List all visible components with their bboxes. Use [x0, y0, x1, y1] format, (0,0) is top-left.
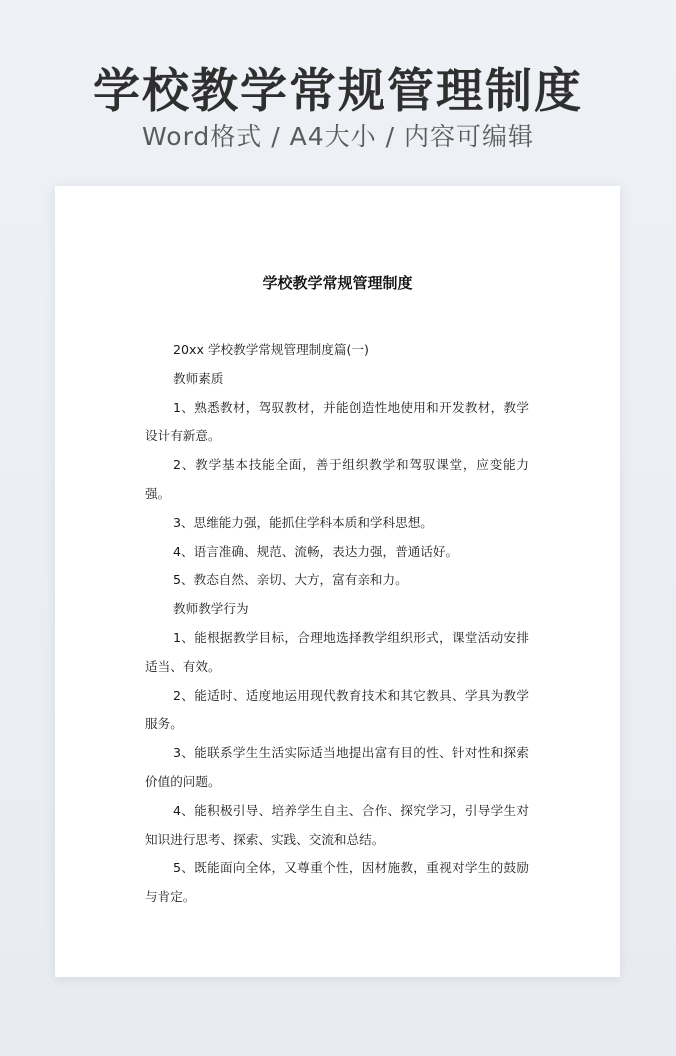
list-item: 2、能适时、适度地运用现代教育技术和其它教具、学具为教学服务。 [145, 687, 529, 732]
header-banner [0, 0, 676, 186]
list-item: 3、能联系学生生活实际适当地提出富有目的性、针对性和探索价值的问题。 [145, 745, 529, 789]
paragraph: 20xx 学校教学常规管理制度篇(一) [173, 342, 369, 357]
section-heading: 教师素质 [173, 370, 224, 386]
list-item: 4、语言准确、规范、流畅，表达力强，普通话好。 [173, 543, 459, 559]
list-item: 5、既能面向全体，又尊重个性，因材施教，重视对学生的鼓励与肯定。 [145, 860, 529, 905]
list-item: 4、能积极引导、培养学生自主、合作、探究学习，引导学生对知识进行思考、探索、实践、交流和总结。 [145, 802, 529, 847]
list-item: 2、教学基本技能全面，善于组织教学和驾驭课堂，应变能力强。 [145, 457, 529, 501]
document-body [145, 336, 529, 912]
list-item: 5、教态自然、亲切、大方，富有亲和力。 [173, 572, 408, 588]
list-item: 1、能根据教学目标，合理地选择教学组织形式，课堂活动安排适当、有效。 [145, 629, 529, 674]
document-title: 学校教学常规管理制度 [262, 274, 413, 292]
list-item: 3、思维能力强，能抓住学科本质和学科思想。 [173, 514, 433, 530]
document-page [55, 186, 620, 977]
banner-title: 学校教学常规管理制度 [93, 64, 583, 119]
list-item: 1、熟悉教材，驾驭教材，并能创造性地使用和开发教材，教学设计有新意。 [145, 399, 529, 444]
section-heading: 教师教学行为 [173, 601, 249, 617]
banner-subtitle: Word格式 / A4大小 / 内容可编辑 [142, 122, 534, 151]
